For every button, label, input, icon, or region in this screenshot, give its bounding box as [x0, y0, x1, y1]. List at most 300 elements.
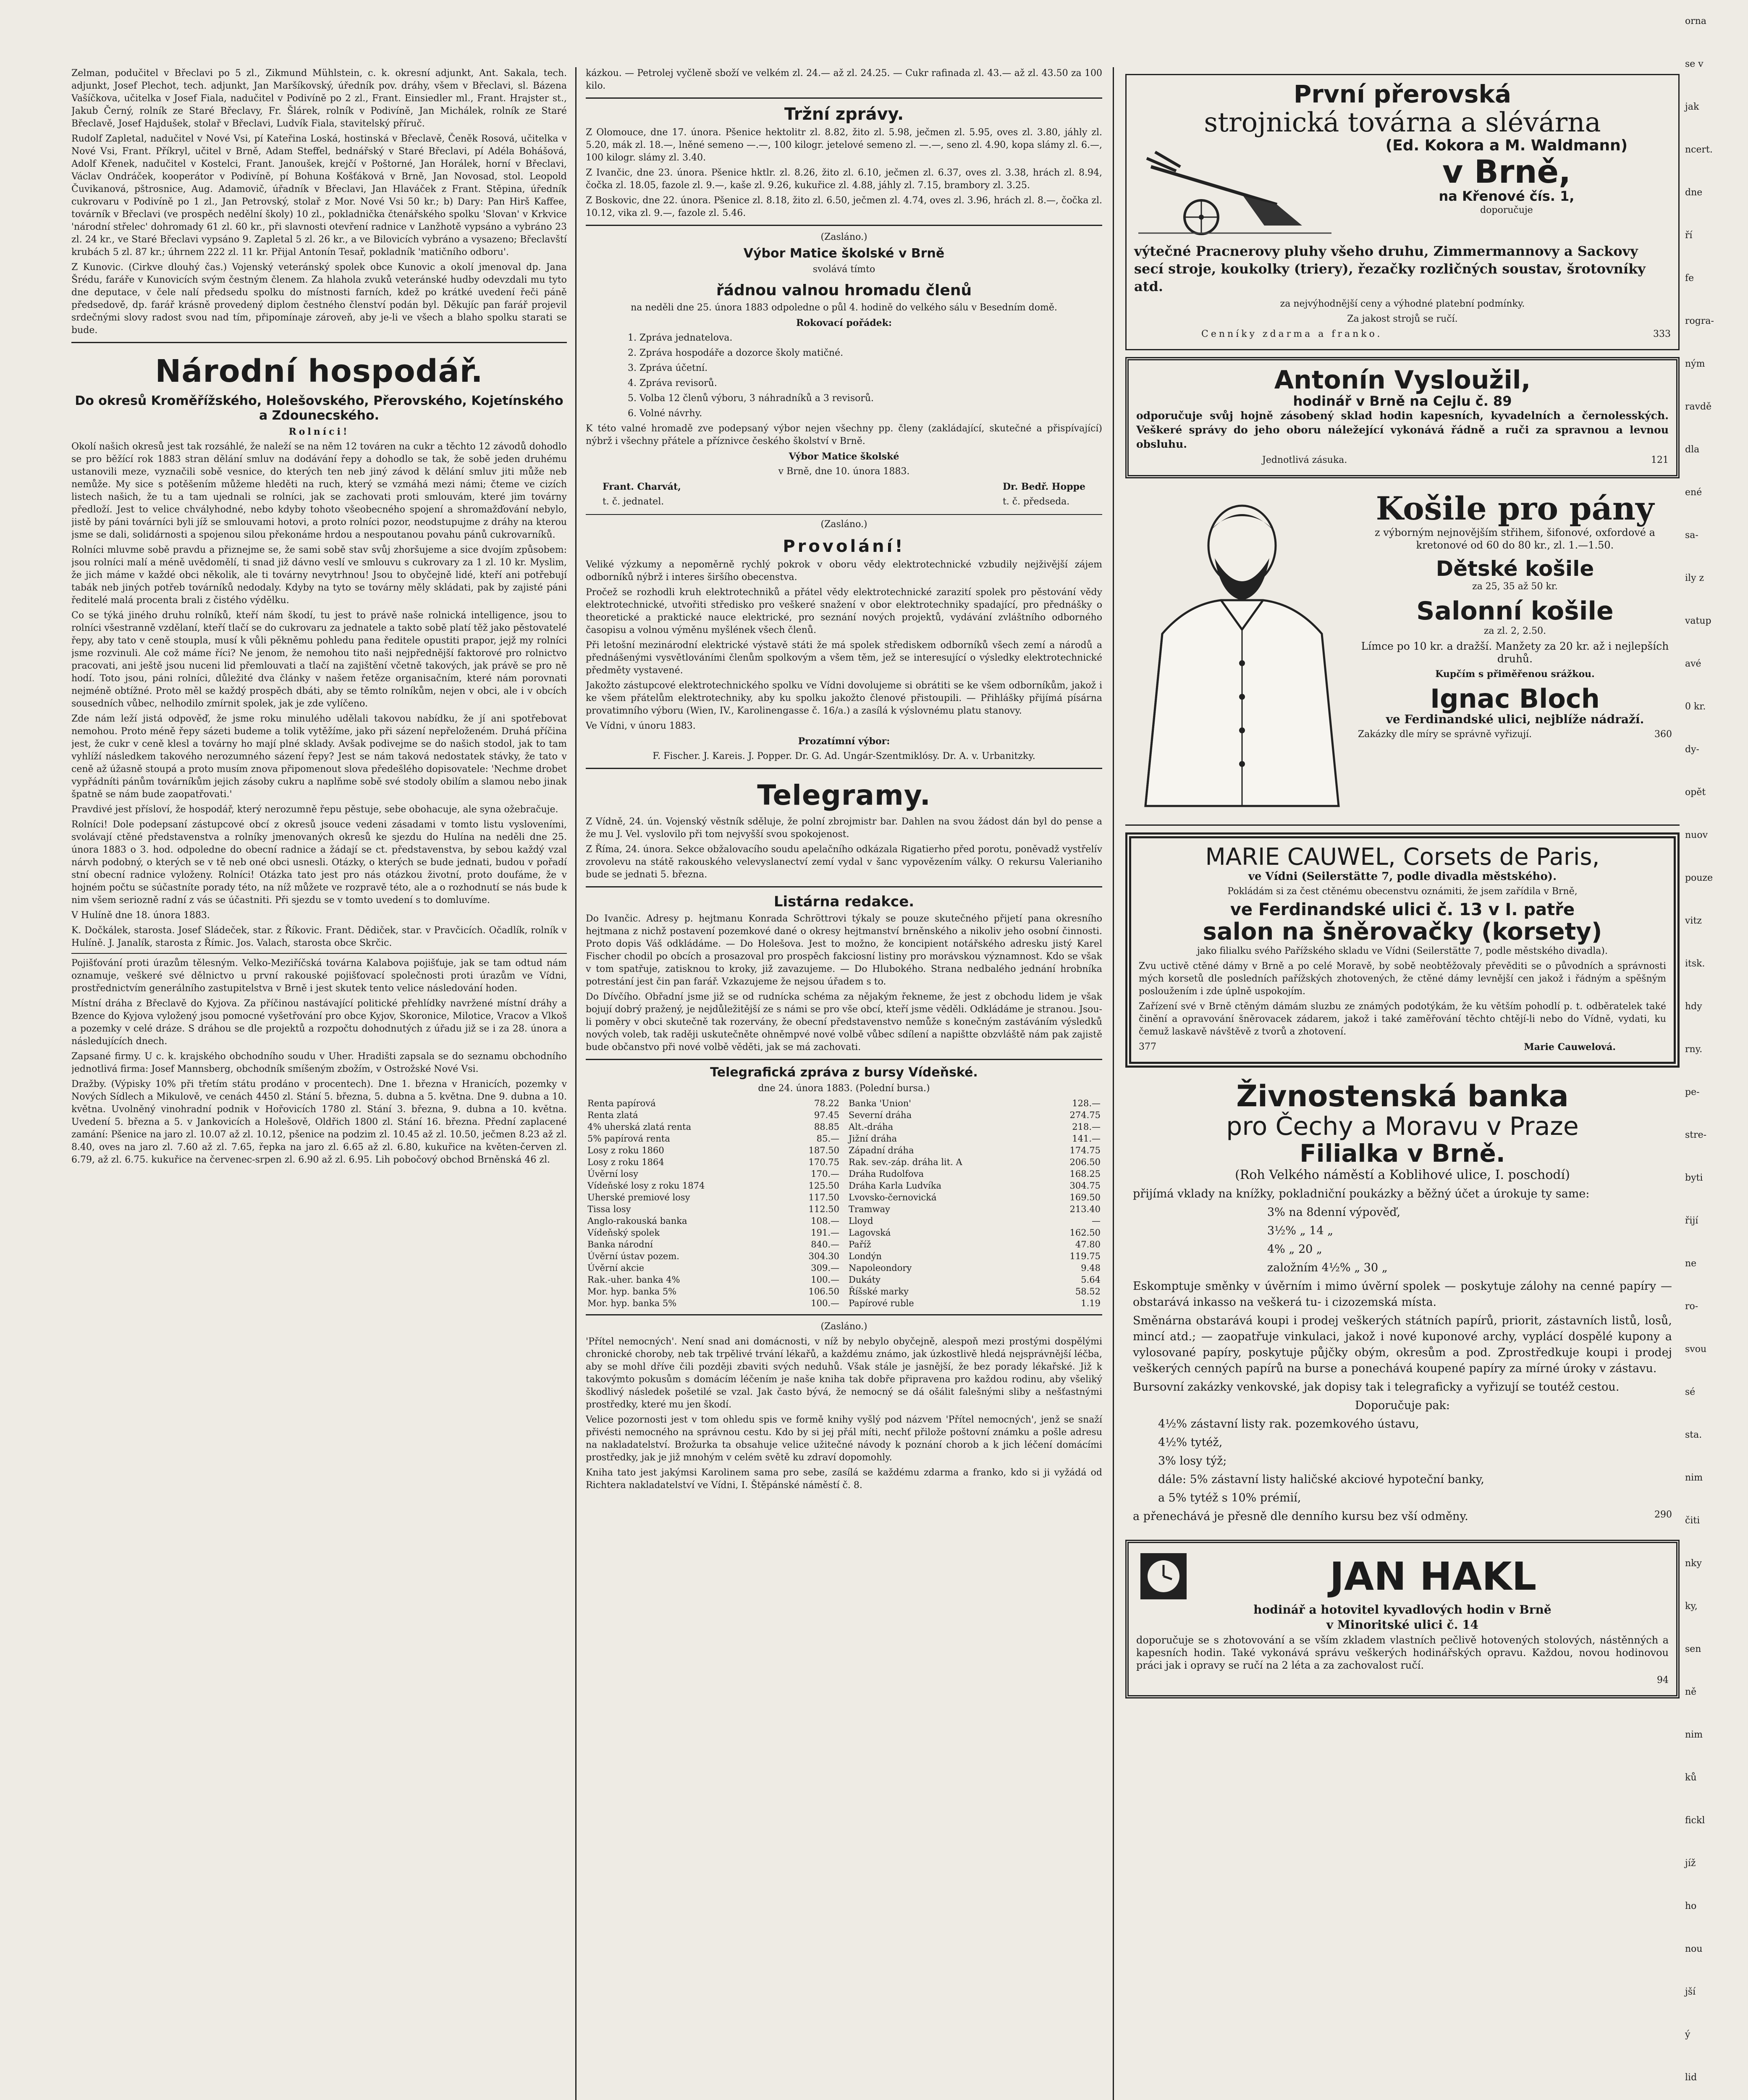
paragraph: Místní dráha z Břeclavě do Kyjova. Za příčinou nastávající politické přehlídky navržené místní dráhy a Bzence do Kyjova vyložený jsou pomocné vyšetřování pro obce Kyjov, Skoronice, Milotice, Vracov a Vlkoš a pozemky v celé dráze. S dráhou se dle projektů a rozpočtu dohodnutých z úřadu již se i za 28. února a následujících dnech. — [71, 998, 567, 1047]
edge-fragment: nou — [1685, 1944, 1703, 1954]
edge-fragment: fe — [1685, 273, 1694, 284]
bourse-row — [586, 1274, 841, 1286]
bourse-price: 274.75 — [1069, 1110, 1101, 1120]
ad2-text: odporučuje svůj hojně zásobený sklad hodin kapesních, kyvadelních a černolesských. Veškeré správy do jeho oboru náležející vykonává řádně a ruči za spravnou a levnou obsluhu. — [1136, 410, 1669, 451]
bourse-row — [847, 1180, 1102, 1192]
bourse-security: Renta zlatá — [587, 1110, 638, 1120]
ad5-p3: Směnárna obstarává koupi i prodej veškerých státních papírů, priorit, zástavních listů, losů, mincí atd.; — zaopatřuje vinkulaci, jakož i nové kuponové archy, vyplácí dospělé kupony a vylosované papíry, poskytuje půjčky obým, okresům a pod. Zprostředkuje koupi i prodej veškerých cenných papírů na burse a ponechává koupené papíry za mírné úroky v zástavu. — [1133, 1314, 1672, 1376]
edge-fragment: rny. — [1685, 1044, 1703, 1055]
bourse-row — [847, 1297, 1102, 1309]
bourse-row — [586, 1215, 841, 1227]
edge-fragment: nim — [1685, 1473, 1703, 1483]
bourse-row — [847, 1109, 1102, 1121]
bond-item: 4½% zástavní listy rak. pozemkového ústavu, — [1158, 1418, 1419, 1431]
edge-fragment: sé — [1685, 1387, 1696, 1397]
ad4-number: 377 — [1139, 1041, 1156, 1052]
bourse-price: 108.— — [811, 1216, 839, 1226]
edge-fragment: ně — [1685, 1687, 1697, 1697]
bourse-security: Mor. hyp. banka 5% — [587, 1298, 677, 1308]
bourse-price: 125.50 — [808, 1181, 839, 1191]
edge-fragment: vatup — [1685, 616, 1711, 626]
ad5-title: Živnostenská banka — [1236, 1079, 1569, 1113]
bourse-tables — [586, 1097, 1102, 1309]
bourse-security: Renta papírová — [587, 1098, 656, 1108]
edge-fragment: vitz — [1685, 916, 1702, 926]
ad5-rec: Doporučuje pak: — [1355, 1399, 1450, 1412]
ad2-price: Jednotlivá zásuka. — [1262, 455, 1347, 466]
column-left — [71, 67, 567, 1169]
edge-fragment: byti — [1685, 1173, 1703, 1183]
ad3-buy: Kupčím s přiměřenou srážkou. — [1435, 668, 1595, 680]
bond-item: 3% losy týž; — [1158, 1454, 1227, 1468]
bourse-row — [586, 1097, 841, 1109]
sig-right-name: Dr. Bedř. Hoppe — [1002, 481, 1085, 492]
ad1-products: výtečné Pracnerovy pluhy všeho druhu, Zimmermannovy a Sackovy secí stroje, koukolky (triery), řezačky rozličných soustav, šrotovníky atd. — [1134, 243, 1646, 295]
bourse-price: 170.75 — [808, 1157, 839, 1167]
paragraph: Kniha tato jest jakýmsi Karolinem sama pro sebe, zasílá se každému zdarma a franko, kdo si ji vyžádá od Richtera nakladatelství ve Vídni, I. Štěpánské náměstí č. 8. — [586, 1467, 1102, 1491]
paragraph: V Hulíně dne 18. února 1883. — [71, 910, 210, 921]
paragraph: Do Dívčího. Obřadní jsme již se od rudnícka schéma za nějakým řekneme, že jest z obchodu lidem je však bojují dobrý pražený, je nejdůležitější ze s námi se pro vše obcí, kteří jsme věděli. Odkládáme je stranou. Jsou-li poměry v obci skutečně tak rozervány, že obecní představenstvo nemůže s konečným zastáváním výsledků nových voleb, tak raději uskutečněte ohněmpvé nové volbě vůbec sdílení a napištte obzvláště nám pak zajistě bude občanstvo při nové volbě věděti, jak se má zachovati. — [586, 992, 1102, 1053]
ad1-owners: (Ed. Kokora a M. Waldmann) — [1385, 137, 1628, 155]
bourse-price: 304.30 — [808, 1251, 839, 1261]
ad5-list — [1133, 1416, 1672, 1506]
editorial-title: Listárna redakce. — [773, 893, 915, 910]
bourse-price: 128.— — [1072, 1098, 1101, 1108]
assembly-head: řádnou valnou hromadu členů — [716, 282, 972, 299]
ad1-guarantee: Za jakost strojů se ručí. — [1347, 314, 1458, 325]
ad2-sub: hodinář v Brně na Cejlu č. 89 — [1293, 393, 1512, 410]
bourse-row — [847, 1144, 1102, 1156]
paragraph: Rolníci! Dole podepsaní zástupcové obcí z okresů jsouce vedeni zásadami v tomto listu vysloveními, svolávají ctěné představenstva a rolníky jmenovaných okresů ke sjezdu do Hulína na neděli dne 25. února 1883 o 3. hod. odpoledne do obecní radnice a žádají se ct. představenstva, by sebou každý vzal nárvh podobný, o kterých se v tě neb oné obci usnesli. Otázky, o kterých se bude jednati, budou v pořadí stní obecní radnice vyloženy. Rolníci! Otázka tato jest pro nás otázkou životní, proto doufáme, že v hojném počtu se súčastníte porady této, na níž můžete ve rozpravě této, ale a o rozhodnutí se nás bude k nim všem seriozně radní z vás se účastniti. Při sjezdu se v tomto uvedení s to domluvíme. — [71, 819, 567, 906]
plough-illustration — [1134, 142, 1336, 238]
donor-list — [71, 67, 567, 337]
bourse-price: 840.— — [811, 1239, 839, 1250]
edge-fragment: ho — [1685, 1901, 1697, 1911]
bourse-security: Tissa losy — [587, 1204, 631, 1214]
edge-fragment: ily z — [1685, 573, 1704, 583]
bourse-row — [847, 1239, 1102, 1250]
ad1-terms: za nejvýhodnější ceny a výhodné platební podmínky. — [1280, 299, 1525, 310]
assembly-sig-title: Výbor Matice školské — [789, 451, 899, 462]
ad4-title: MARIE CAUWEL, Corsets de Paris, — [1205, 843, 1600, 871]
divider — [586, 1314, 1102, 1315]
ad-corsets — [1125, 832, 1680, 1067]
ad6-text: doporučuje se s zhotovování a se vším zkladem vlastních pečlivě hotovených stolových, nástěnných a kapesních hodin. Také vykonává správu veškerých hodinářských opravu. Každou, novou hodinovou práci jak i opravy se ručí na 2 léta a za zachovalost ručí. — [1136, 1634, 1669, 1672]
edge-fragment: itsk. — [1685, 958, 1705, 969]
ad3-kids-price: za 25, 35 až 50 kr. — [1472, 581, 1558, 592]
ad4-sub: ve Vídni (Seilerstätte 7, podle divadla městského). — [1248, 870, 1557, 883]
ad1-sub: strojnická továrna a slévárna — [1204, 107, 1601, 138]
ad5-p2: Eskomptuje směnky v úvěrním i mimo úvěrní spolek — poskytuje zálohy na cenné papíry — obstarává inkasso na veškerá tu- i cizozemská místa. — [1133, 1280, 1672, 1309]
ad3-kids: Dětské košile — [1436, 556, 1594, 581]
bond-item: 4½% tytéž, — [1158, 1436, 1223, 1449]
bourse-row — [847, 1203, 1102, 1215]
bourse-security: Lvovsko-černovická — [849, 1192, 937, 1202]
paragraph: Do Ivančic. Adresy p. hejtmanu Konrada Schröttrovi týkaly se pouze skutečného přijetí pana okresního hejtmana z nichž postavení pozemkové dané o okresy hejtmanství brněnského a nikoliv jeho osobní činnosti. Proto dopis Váš odkládáme. — Do Holešova. Jest to možno, že koncipient notářského adresku jistý Karel Fischer chodil po obcích a prosazoval pro prospěch fakciosní listiny pro morávskou významnost. Kdo se však v tom spatřuje, zatisknou to kroky, již zavazujeme. — Do Hlubokého. Strana nedbalého jednání hrobníka potrestání jest čin pan farář. Vzkazujeme že nejsou úřadem s to. — [586, 914, 1102, 987]
bourse-row — [847, 1250, 1102, 1262]
edge-fragment: ý — [1685, 2029, 1690, 2040]
ad1-number: 333 — [1653, 329, 1671, 340]
ad3-note: Zakázky dle míry se správně vyřizují. — [1358, 729, 1532, 740]
bourse-security: Napoleondory — [849, 1263, 912, 1273]
ad4-text2: Zařízení své v Brně ctěným dámám sluzbu ze známých podotýkám, že ku větším pohodlí p. t. odběratelek také činění a opravování šněrovacek zádarem, jakož i také zaměřování těchto chtějí-li nebo do Vídně, vydati, ku čemuž laskavě návštěvě z tvorů a zhotovení. — [1139, 1001, 1666, 1037]
ad3-name: Ignac Bloch — [1430, 683, 1600, 714]
bourse-security: Severní dráha — [849, 1110, 912, 1120]
bourse-price: 100.— — [811, 1298, 839, 1308]
bourse-row — [847, 1274, 1102, 1286]
paragraph: Ve Vídni, v únoru 1883. — [586, 721, 696, 731]
bourse-security: Dráha Rudolfova — [849, 1169, 924, 1179]
bourse-price: 191.— — [811, 1228, 839, 1238]
market-report: Z Boskovic, dne 22. února. Pšenice zl. 8.18, žito zl. 6.50, ječmen zl. 4.74, oves zl. 3.96, hrách zl. 8.—, čočka zl. 10.12, vika zl. 9.—, fazole zl. 5.46. — [586, 195, 1102, 218]
paragraph: Zde nám leží jistá odpověď, že jsme roku minulého udělali takovou nabídku, že jí ani spotřebovat nemohou. Proto méně řepy sázeti budeme a tolik vytěžíme, jako při sázení nepřeloženém. Druhá příčina jest, že cukr v ceně klesl a továrny ho mají plné sklady. Avšak podivejme se do našich stodol, jak to tam vyhlíží následkem takového nerozumného sázení řepy? Jest se nám taková nedostatek stávky, že tato v ceně až úžasně stoupá a proto musím znova připomenout slova předešlého dopisovatele: 'Nechme drobet vypřádníti pánům továrníkům jejich zásoby cukru a naplňme sobě své stodoly obilím a slamou nebo jinak špatně se nám bude zaopatřovati.' — [71, 714, 567, 800]
paragraph: Pročež se rozhodli kruh elektrotechniků a přátel vědy elektrotechnické zarazití spolek pro pěstování vědy elektrotechnické, utvořiti středisko pro veškeré snažení v obor elektrotechniky spadající, pro přednášky o theoretické a praktické nauce elektrické, pro seznání nových projektů, vydávání zvláštního odborného časopisu a volnou výměnu myšlének všech členů. — [586, 587, 1102, 635]
edge-fragment: pe- — [1685, 1087, 1700, 1097]
edge-fragment: sen — [1685, 1644, 1701, 1654]
ad5-p1: přijímá vklady na knížky, pokladniční poukázky a běžný účet a úrokuje ty same: — [1133, 1187, 1590, 1201]
edge-fragment: sta. — [1685, 1430, 1702, 1440]
bourse-price: 213.40 — [1069, 1204, 1101, 1214]
edge-fragment: čiti — [1685, 1515, 1700, 1526]
column-adverts — [1125, 67, 1680, 1705]
telegram: Z Říma, 24. února. Sekce obžalovacího soudu apelačního odkázala Rigatierho před porotu, poněvadž vystřelív zrovolevu na státě rakouského velevyslanectví zemí vydal v šanc vypovězením války. O rekursu Valerianiho bude se jednati 5. března. — [586, 844, 1102, 880]
bourse-row — [847, 1121, 1102, 1133]
bourse-row — [586, 1121, 841, 1133]
bourse-row — [847, 1192, 1102, 1203]
plough-icon — [1138, 142, 1331, 238]
edge-fragment: lid — [1685, 2072, 1697, 2083]
bourse-security: 4% uherská zlatá renta — [587, 1122, 692, 1132]
zaslano-label: (Zasláno.) — [820, 1321, 867, 1332]
ad5-rates — [1133, 1205, 1672, 1276]
bourse-security: Tramway — [849, 1204, 890, 1214]
signatures: K. Dočkálek, starosta. Josef Sládeček, star. z Říkovic. Frant. Dědiček, star. v Pravčicích. Očadlík, rolník v Hulíně. J. Janalík, starosta z Římic. Jos. Valach, starosta obce Skrčic. — [71, 925, 567, 948]
zaslano-label: (Zasláno.) — [820, 232, 867, 242]
paragraph: Dražby. (Výpisky 10% při třetím státu prodáno v procentech). Dne 1. března v Hranicích, pozemky v Nových Sídlech a Mikulově, ve cenách 4450 zl. Stání 5. března, 5. dubna a 5. května. Dne 9. dubna a 10. května. Uvolněný vinohradní podnik v Hořovicích 1780 zl. Stání 3. března, 9. dubna a 10. května. Uvedení 5. března a 5. v Jankovicích a Holešově, Oldřich 1800 zl. Stání 16. března. Přední zaplacené zamání: Pšenice na jaro zl. 10.07 až zl. 10.12, pšenice na podzim zl. 10.45 až zl. 10.50, ječmen 8.23 až zl. 8.40, oves na jaro zl. 7.60 až zl. 7.65, řepka na jaro zl. 6.65 až zl. 6.80, kukuřice na květen-červen zl. 6.79, až zl. 6.75. kukuřice na červenec-srpen zl. 6.90 až zl. 6.95. Lih pobočový obchod Brněnská 46 zl. — [71, 1079, 567, 1165]
bourse-price: 78.22 — [814, 1098, 839, 1108]
edge-fragment: 0 kr. — [1685, 701, 1706, 712]
ad5-last: a přenechává je přesně dle denního kursu bez vší odměny. — [1133, 1510, 1468, 1523]
edge-fragment: orna — [1685, 16, 1707, 26]
ad5-branch: Filialka v Brně. — [1300, 1139, 1505, 1168]
bourse-price: 119.75 — [1069, 1251, 1101, 1261]
telegram-title: Telegramy. — [757, 779, 931, 811]
interest-rate: 4% „ 20 „ — [1267, 1243, 1322, 1256]
bourse-security: Paříž — [849, 1239, 871, 1250]
bourse-security: Vídeňské losy z roku 1874 — [587, 1181, 705, 1191]
ad4-salon: salon na šněrovačky (korsety) — [1203, 918, 1602, 945]
editorial-body — [586, 913, 1102, 1054]
bourse-price: 100.— — [811, 1275, 839, 1285]
assembly-place: v Brně, dne 10. února 1883. — [778, 466, 910, 477]
bourse-row — [586, 1168, 841, 1180]
bourse-security: Úvěrní akcie — [587, 1263, 645, 1273]
bond-item: a 5% tytéž s 10% prémií, — [1158, 1491, 1301, 1505]
man-in-shirt-icon — [1137, 495, 1347, 814]
bourse-security: Úvěrní ústav pozem. — [587, 1251, 679, 1261]
bourse-security: Rak. sev.-záp. dráha lit. A — [849, 1157, 962, 1167]
ad1-catalog: Cenníky zdarma a franko. — [1201, 329, 1383, 340]
bourse-row — [586, 1239, 841, 1250]
bourse-row — [847, 1156, 1102, 1168]
program-item: 6. Volné návrhy. — [628, 408, 702, 419]
ad-watchmaker-hakl — [1125, 1540, 1680, 1698]
market-report: Z Olomouce, dne 17. února. Pšenice hektolitr zl. 8.82, žito zl. 5.98, ječmen zl. 5.95, oves zl. 3.80, jáhly zl. 5.20, mák zl. 18.—, lněné semeno —.—, 100 kilogr. jetelové semeno zl. —.—, seno zl. 4.90, kopa slámy zl. 6.—, 100 kilogr. slámy zl. 3.40. — [586, 127, 1102, 163]
program-title: Rokovací pořádek: — [796, 318, 892, 328]
program-item: 5. Volba 12 členů výboru, 3 náhradníků a 3 revisorů. — [628, 393, 874, 404]
divider — [586, 514, 1102, 515]
bourse-date: dne 24. února 1883. (Polední bursa.) — [758, 1083, 930, 1094]
bourse-row — [586, 1297, 841, 1309]
news-briefs — [71, 957, 567, 1166]
ad6-addr: v Minoritské ulici č. 14 — [1326, 1618, 1479, 1632]
interest-rate: 3% na 8denní výpověď, — [1267, 1206, 1401, 1219]
divider — [586, 886, 1102, 887]
bourse-price: 170.— — [811, 1169, 839, 1179]
ad1-title: První přerovská — [1293, 80, 1512, 108]
bourse-security: Papírové ruble — [849, 1298, 914, 1308]
bourse-price: 206.50 — [1069, 1157, 1101, 1167]
bourse-security: Losy z roku 1860 — [587, 1145, 664, 1155]
edge-fragment: dne — [1685, 187, 1703, 198]
price-lines: kázkou. — Petrolej vyčleně sboží ve velkém zl. 24.— až zl. 24.25. — Cukr rafinada zl. 43.— až zl. 43.50 za 100 kilo. — [586, 68, 1102, 91]
divider — [71, 953, 567, 954]
paragraph: Pravdivé jest přísloví, že hospodář, který nerozumně řepu pěstuje, sebe obohacuje, ale syna ožebračuje. — [71, 804, 558, 815]
bourse-row — [586, 1180, 841, 1192]
edge-fragment: svou — [1685, 1344, 1707, 1354]
bourse-security: 5% papírová renta — [587, 1134, 670, 1144]
divider — [586, 97, 1102, 99]
ad4-text: Zvu uctivě ctěné dámy v Brně a po celé Moravě, by sobě neobtěžovaly převěditi se o původních a správnosti mých korsetů dle posledních pařížských zhotovených, že ctěné dámy levnější cen jakož i řádným a spěšným posloužením i zde úplně uspokojím. — [1139, 961, 1666, 997]
edge-fragment: jší — [1685, 1987, 1696, 1997]
proclamation-body — [586, 559, 1102, 732]
ad1-rec: doporučuje — [1480, 205, 1533, 215]
paragraph: Rudolf Zapletal, nadučitel v Nové Vsi, pí Kateřina Loská, hostinská v Břeclavě, Čeněk Rosová, učitelka v Nové Vsi, Frant. Příkryl, učitel v Brně, Adam Steffel, bednářský v Staré Břeclavi, pí Adéla Bohášová, Adolf Křenek, nadučitel v Kostelci, Frant. Janoušek, krejčí v Poštorné, Jan Horálek, horní v Břeclavi, Václav Ondráček, kooperátor v Podivíně, pí Bohuna Košťáková v Brně, Jan Novosad, stol. Leopold Čuvikanová, pštrosnice, Aug. Adamovič, úřadník v Břeclavi, Jan Hlaváček z Frant. Stěpina, úředník cukrovaru v Podivíně po 1 zl., Jan Petrovský, stolař z Mor. Nové Vsi 50 kr.; b) Dary: Pan Hirš Kaffee, továrník v Břeclavi (ve prospěch nedělní školy) 10 zl., pokladnička čtenářského spolku 'Slovan' v Krkvice 'národní střelec' dohromady 61 zl. 60 kr., při slavnosti otevření radnice v Lanžhotě vypsáno a vybráno 23 zl. 24 kr., ve Staré Břeclavi vypsáno 9. Zapletal 5 zl. 26 kr., a ve Bilovicích vybráno a vysazeno; Břeclavští krubách 5 zl. 87 kr.; úhrnem 222 zl. 11 kr. Přijal Antonín Tesař, pokladník 'matičního odboru'. — [71, 134, 567, 257]
bourse-title: Telegrafická zpráva z bursy Vídeňské. — [710, 1065, 978, 1080]
bourse-price: 168.25 — [1069, 1169, 1101, 1179]
ad-bank — [1125, 1074, 1680, 1533]
newspaper-page — [71, 67, 1680, 2100]
paragraph: Rolníci mluvme sobě pravdu a přiznejme se, že sami sobě stav svůj zhoršujeme a sice dvojím způsobem: jsou rolníci malí a méně uvědomělí, ti snad již dávno veslí ve smlouvu s cukrovary za 1 zl. 10 kr. Myslim, že jich máme v každé obci několik, ale ti továrny nevytrhnou! Jsou to obyčejně lidé, kteří ani potřebují tabák neb jiných potřeb továrníků nedodaly. Kdyby na tyto se továrny měly skládati, pak by zajisté páni ředitelé malá procenta brali z čistého výdělku. — [71, 545, 567, 606]
edge-fragment: sa- — [1685, 530, 1698, 541]
edge-fragment: ené — [1685, 487, 1702, 498]
bourse-security: Vídeňský spolek — [587, 1228, 660, 1238]
bourse-security: Lloyd — [849, 1216, 873, 1226]
bourse-security: Říšské marky — [849, 1286, 909, 1297]
bourse-price: 9.48 — [1081, 1263, 1101, 1273]
bourse-row — [847, 1168, 1102, 1180]
bourse-price: 309.— — [811, 1263, 839, 1273]
bourse-security: Alt.-dráha — [849, 1122, 894, 1132]
column-rule — [575, 67, 577, 2100]
bourse-price: 187.50 — [808, 1145, 839, 1155]
bourse-security: Losy z roku 1864 — [587, 1157, 664, 1167]
edge-fragment: se v — [1685, 59, 1703, 69]
column-middle — [586, 67, 1102, 1494]
bourse-security: Londýn — [849, 1251, 882, 1261]
bourse-price: 162.50 — [1069, 1228, 1101, 1238]
ad5-number: 290 — [1654, 1509, 1672, 1520]
bourse-row — [586, 1250, 841, 1262]
paragraph: Okolí našich okresů jest tak rozsáhlé, že naleží se na něm 12 továren na cukr a těchto 12 závodů dohodlo se pro běžící rok 1883 stran dělání smluv na dodávání řepy a dohodlo se tak, že sobě jeden druhému ustanovili meze, vyznačili sobě vesnice, do kterých ten neb jiný závod k dělání smluv jiti může neb nemůže. My sice s potěšením můžeme hleděti na ruch, který se vzmáhá mezi námi; čteme ve cizích listech našich, že tu a tam ujednali se rolníci, jak se zachovati proti smlouvám, které jim továrny předloží. Jest to velice chvályhodné, nebo kdyby tohoto všeobecného spojení a shromažďování nebylo, jistě by páni továrníci byli jíž se smlouvami hotovi, a proto rolníci pozor, neodstupujme z dráhy na kterou jsme se dali, solidárnosti a spojenou silou překonáme hrdou a nespoutanou povahu pánů cukrovarníků. — [71, 441, 567, 540]
bourse-price: 106.50 — [808, 1286, 839, 1297]
bourse-table-right — [847, 1097, 1102, 1309]
ad5-addr: (Roh Velkého náměstí a Koblihové ulice, I. poschodí) — [1235, 1168, 1570, 1183]
program-item: 1. Zpráva jednatelova. — [628, 333, 733, 343]
telegram: Z Vídně, 24. ún. Vojenský věstník sděluje, že polní zbrojmistr bar. Dahlen na svou žádost dán byl do pense a že mu J. Vel. vyslovilo při tom nejvyšší svou spokojenost. — [586, 816, 1102, 840]
paragraph: Co se týká jiného druhu rolníků, kteří nám škodí, tu jest to právě naše rolnická intelligence, jsou to rolníci všestranně vzdělaní, kteří tlačí se do cukrovaru za jednatele a takto sobě platí těž jako pěstovatelé řepy, aby tato v ceně stoupla, musí k vůli pěkněmu pohledu pana ředitele opustiti prapor, jejž my rolníci jsme rozvinuli. Ale což máme říci? Ne jenom, že nemohou tito naši nejpřednější faktorové pro rolnictvo pracovati, ani ještě jsou nuceni lid přemlouvati a tlačí na zajištění včetně takových, jak právě se pro ně hodí. Toto jsou, páni rolníci, důležité dva články v našem řetěze organisačním, které nám porovnati nejméně obtížné. Proto měl se každý prospěch dbáti, aby se těmto rolníkům, nejen v obci, ale i v obcích sousedních vůbec, nelhodilo zmírnit spolek, jak je zde vylíčeno. — [71, 610, 567, 709]
edge-fragment: dy- — [1685, 744, 1699, 755]
ad3-title: Košile pro pány — [1376, 490, 1654, 528]
bourse-security: Mor. hyp. banka 5% — [587, 1286, 677, 1297]
edge-fragment: hdy — [1685, 1001, 1702, 1012]
paragraph: Při letošní mezinárodní elektrické výstavě státi že má spolek střediskem odborníků všech zemí a národů a přednášenými vysvětlováními členům spolkovým a všem těm, jež se interesující o výsledky elektrotechnické předměty vystavené. — [586, 640, 1102, 676]
adjacent-page-edge — [1681, 0, 1748, 2100]
ad4-addr: ve Ferdinandské ulici č. 13 v I. patře — [1230, 900, 1575, 919]
bourse-security: Jižní dráha — [849, 1134, 897, 1144]
edge-fragment: jak — [1685, 102, 1699, 112]
bourse-row — [586, 1227, 841, 1239]
ad3-number: 360 — [1654, 729, 1672, 740]
paragraph: Jakožto zástupcové elektrotechnického spolku ve Vídni dovolujeme si obrátiti se ke všem odborníkům, jakož i ke všem přátelům elektrotechniky, aby ku spolku jakožto členové přistoupili. — Přihlášky přijímá písárna provatimního výboru (Wien, IV., Karolinengasse č. 16/a.) a zasílá k výslovnému platu stanovy. — [586, 680, 1102, 716]
bourse-row — [586, 1144, 841, 1156]
edge-fragment: ro- — [1685, 1301, 1698, 1312]
market-reports — [586, 126, 1102, 220]
ad-shirts — [1125, 485, 1680, 826]
bourse-security: Západní dráha — [849, 1145, 914, 1155]
program-item: 2. Zpráva hospodáře a dozorce školy matičné. — [628, 348, 844, 358]
assembly-signatures — [586, 480, 1102, 511]
assembly-invite: K této valné hromadě zve podepsaný výbor nejen všechny pp. členy (zakládající, skutečné a přispívající) nýbrž i všechny přátele a příznivce českého školství v Brně. — [586, 423, 1102, 446]
edge-fragment: pouze — [1685, 873, 1713, 883]
proclamation-title: Provolání! — [783, 537, 905, 556]
zaslano-label: (Zasláno.) — [820, 519, 867, 530]
advert-article — [586, 1336, 1102, 1492]
bourse-row — [586, 1262, 841, 1274]
bourse-row — [847, 1097, 1102, 1109]
committee-title: Prozatímní výbor: — [798, 736, 890, 747]
bourse-row — [847, 1133, 1102, 1144]
ad5-sub: pro Čechy a Moravu v Praze — [1226, 1111, 1579, 1141]
bourse-security: Dráha Karla Ludvíka — [849, 1181, 942, 1191]
bourse-price: 1.19 — [1081, 1298, 1101, 1308]
shirt-illustration — [1133, 495, 1351, 814]
divider — [586, 1059, 1102, 1060]
paragraph: Pojišťování proti úrazům tělesným. Velko-Meziříčská továrna Kalabova pojišťuje, jak se tam odtud nám oznamuje, veškeré své dělnictvo u první rakouské pojišťovací společnosti proti úrazům ve Vídni, prostřednictvím generálního zastupitelstva v Brně i jest skutek tento velice následování hoden. — [71, 958, 567, 994]
ad1-street: na Křenové čís. 1, — [1439, 188, 1575, 205]
greeting: Rolníci! — [288, 426, 350, 437]
paragraph: Veliké výzkumy a nepoměrně rychlý pokrok v oboru vědy elektrotechnické vzbudily nejživější zájem odborníků nýbrž i interes širšího obecenstva. — [586, 559, 1102, 583]
bourse-security: Anglo-rakouská banka — [587, 1216, 687, 1226]
assembly-title: Výbor Matice školské v Brně — [743, 246, 945, 261]
bourse-row — [586, 1133, 841, 1144]
ad-machine-factory — [1125, 74, 1680, 350]
bond-item: dále: 5% zástavní listy haličské akciové hypoteční banky, — [1158, 1473, 1484, 1486]
section-title: Národní hospodář. — [155, 353, 483, 389]
edge-fragment: opět — [1685, 787, 1706, 798]
bourse-price: 174.75 — [1069, 1145, 1101, 1155]
sig-left-name: Frant. Charvát, — [603, 481, 681, 492]
edge-fragment: ne — [1685, 1258, 1697, 1269]
bourse-price: 85.— — [816, 1134, 839, 1144]
article-body — [71, 441, 567, 922]
edge-fragment: jíž — [1685, 1858, 1696, 1869]
market-report: Z Ivančic, dne 23. února. Pšenice hktlr. zl. 8.26, žito zl. 6.10, ječmen zl. 6.37, oves zl. 3.38, hrách zl. 8.94, čočka zl. 18.05, fazole zl. 9.—, kaše zl. 9.26, kukuřice zl. 4.88, jáhly zl. 7.15, brambory zl. 3.25. — [586, 168, 1102, 191]
ad5-p4: Bursovní zakázky venkovské, jak dopisy tak i telegraficky a vyřizují se toutéž cestou. — [1133, 1381, 1620, 1394]
edge-fragment: nky — [1685, 1558, 1702, 1569]
edge-fragment: ncert. — [1685, 144, 1713, 155]
clock-icon — [1136, 1549, 1191, 1604]
ad-watchmaker-vyslouzil — [1125, 357, 1680, 478]
interest-rate: 3½% „ 14 „ — [1267, 1224, 1334, 1238]
program-item: 4. Zpráva revisorů. — [628, 378, 717, 388]
sig-right-role: t. č. předseda. — [1002, 496, 1070, 507]
bourse-row — [586, 1192, 841, 1203]
bourse-row — [586, 1203, 841, 1215]
ad3-salon-price: za zl. 2, 2.50. — [1483, 625, 1546, 636]
paragraph: Z Kunovic. (Cirkve dlouhý čas.) Vojenský veteránský spolek obce Kunovic a okolí jmenoval dp. Jana Šrédu, faráře v Kunovicích svým čestným členem. Za hlahola zvuků veteránské hudby odevzdali mu tyto dne deputace, v čele nalí předsedu spolku do místnosti farních, kdež po krátké uvedení řeči páně předsedově, dp. farář krásně provedený diplom čestného členství podán byl. Děkujíc pan farář projevil srdečnými slovy radost svou nad tím, připomínaje zároveň, aby je-li ve všech a blaho spolku starati se bude. — [71, 262, 567, 336]
bourse-row — [586, 1156, 841, 1168]
ad3-collars: Límce po 10 kr. a dražší. Manžety za 20 kr. až i nejlepších druhů. — [1361, 640, 1669, 665]
bourse-row — [586, 1109, 841, 1121]
ad3-text: z výborným nejnovějším střihem, šifonové, oxfordové a kretonové od 60 do 80 kr., zl. 1.—1.50. — [1374, 526, 1655, 551]
bourse-price: 88.85 — [814, 1122, 839, 1132]
sig-left-role: t. č. jednatel. — [603, 496, 664, 507]
ad2-number: 121 — [1651, 455, 1669, 466]
paragraph: Zelman, podučitel v Břeclavi po 5 zl., Zikmund Mühlstein, c. k. okresní adjunkt, Ant. Sakala, tech. adjunkt, Josef Plechot, tech. adjunkt, Jan Maršíkovský, úředník pov. dráhy, všem v Břeclavi, sl. Bázena Vašíčkova, učitelka v Josef Fiala, nadučitel v Podivíně po 2 zl., Frant. Einsiedler ml., Frant. Hrajster st., Jakub Černý, rolník ze Staré Břeclavy, Fr. Šlárek, rolník v Podivíně, Jan Michálek, rolník ze Staré Břeclavě, Josef Hajdušek, stolař v Břeclavi, Ludvík Fiala, stavitelský příruč. — [71, 68, 567, 129]
edge-fragment: rogra- — [1685, 316, 1714, 326]
ad6-sub: hodinář a hotovitel kyvadlových hodin v Brně — [1253, 1603, 1551, 1617]
edge-fragment: stre- — [1685, 1130, 1707, 1140]
edge-fragment: ků — [1685, 1772, 1697, 1783]
edge-fragment: ným — [1685, 359, 1705, 369]
bourse-price: — — [1092, 1216, 1101, 1226]
bourse-price: 304.75 — [1069, 1181, 1101, 1191]
bourse-security: Úvěrní losy — [587, 1169, 638, 1179]
divider — [586, 768, 1102, 769]
bourse-security: Rak.-uher. banka 4% — [587, 1275, 680, 1285]
ad4-intro: Pokládám si za čest ctěnému obecenstvu oznámiti, že jsem zařídila v Brně, — [1227, 886, 1578, 897]
edge-fragment: ravdě — [1685, 402, 1712, 412]
assembly-when: na neděli dne 25. února 1883 odpoledne o půl 4. hodině do velkého sálu v Besedním domě. — [631, 302, 1057, 313]
ad6-number: 94 — [1657, 1675, 1669, 1686]
edge-fragment: ky, — [1685, 1601, 1698, 1612]
bourse-row — [586, 1286, 841, 1297]
ad4-sig: Marie Cauwelová. — [1524, 1041, 1616, 1053]
bourse-security: Banka 'Union' — [849, 1098, 912, 1108]
edge-fragment: dla — [1685, 444, 1700, 455]
telegram-body — [586, 816, 1102, 881]
ad1-city: v Brně, — [1442, 152, 1571, 190]
bourse-security: Banka národní — [587, 1239, 653, 1250]
bourse-price: 47.80 — [1075, 1239, 1101, 1250]
bourse-security: Uherské premiové losy — [587, 1192, 690, 1202]
paragraph: Velice pozornosti jest v tom ohledu spis ve formě knihy vyšlý pod názvem 'Přítel nemocných', jenž se snaží přivésti nemocného na správnou cestu. Kdo by si jej přál míti, nechť přilože poštovní známku a pošle adresu na nakladatelství. Brožurka ta obsahuje velice užitečné návody k poznání chorob a k jich léčení domácími prostředky, jak je již mnohým v celém světě ku zdraví dopomohly. — [586, 1415, 1102, 1463]
bourse-security: Dukáty — [849, 1275, 881, 1285]
committee-names: F. Fischer. J. Kareis. J. Popper. Dr. G. Ad. Ungár-Szentmiklósy. Dr. A. v. Urbanitzky. — [653, 751, 1035, 761]
bourse-row — [847, 1227, 1102, 1239]
bourse-price: 117.50 — [808, 1192, 839, 1202]
bourse-price: 58.52 — [1075, 1286, 1101, 1297]
divider — [71, 342, 567, 343]
assembly-sub: svolává tímto — [812, 264, 875, 275]
ad2-title: Antonín Vysloužil, — [1274, 365, 1531, 395]
edge-fragment: nim — [1685, 1730, 1703, 1740]
column-rule — [1113, 67, 1114, 2100]
program-list — [586, 332, 1102, 420]
ad3-salon: Salonní košile — [1416, 596, 1614, 626]
edge-fragment: ří — [1685, 230, 1693, 241]
